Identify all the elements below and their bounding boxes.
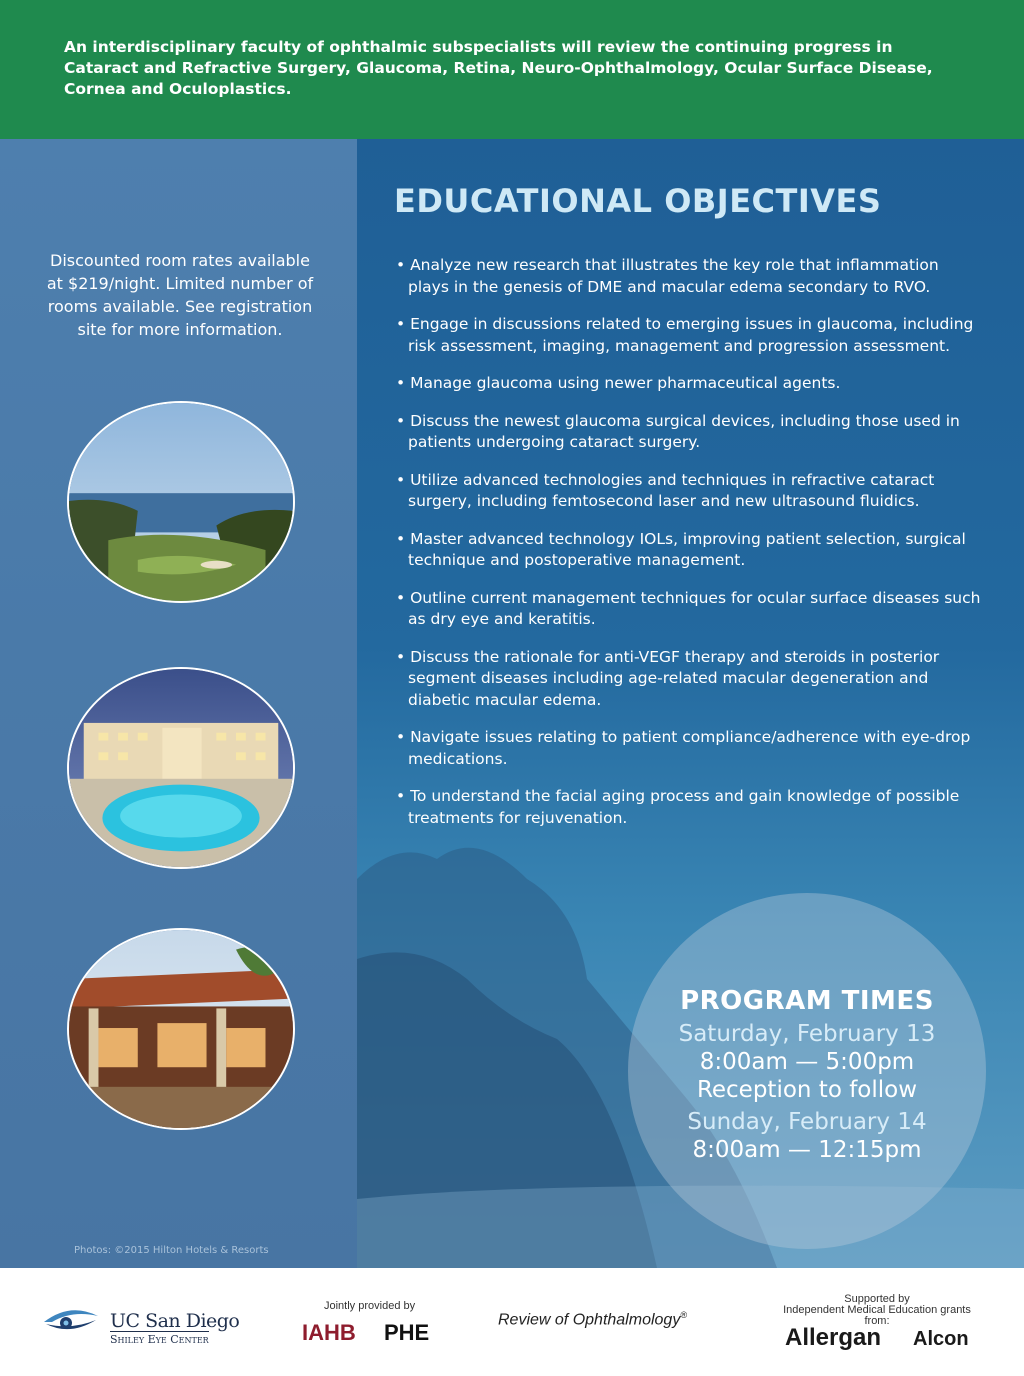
program-title: PROGRAM TIMES: [680, 986, 934, 1016]
intro-text: An interdisciplinary faculty of ophthalmic subspecialists will review the continuing progress in Cataract and Refractive Surgery, Glaucoma, Retina, Neuro-Ophthalmology, Ocular Surface Disease, Cornea and Oculoplastics.: [64, 38, 933, 98]
iahb-logo: IAHB: [302, 1320, 356, 1345]
objective-item: • Analyze new research that illustrates the key role that inflammation plays in the genesis of DME and macular edema secondary to RVO.: [394, 255, 984, 298]
supported-line-1: Supported by: [844, 1293, 910, 1305]
review-name: Review of Ophthalmology: [498, 1311, 681, 1329]
main-content: [357, 139, 1024, 1268]
objectives-title: EDUCATIONAL OBJECTIVES: [394, 182, 882, 220]
program-day-2-time: 8:00am — 12:15pm: [692, 1137, 922, 1163]
program-day-1: Saturday, February 13: [678, 1021, 936, 1047]
supported-by-label: [774, 1294, 980, 1327]
program-day-1-note: Reception to follow: [696, 1077, 918, 1103]
program-day-1-time: 8:00am — 5:00pm: [699, 1049, 915, 1075]
ucsd-name: UC San Diego: [110, 1310, 240, 1332]
program-times-circle: [628, 893, 986, 1249]
alcon-logo: Alcon: [913, 1328, 969, 1350]
golf-course-photo: [67, 401, 295, 603]
objective-item: • Discuss the newest glaucoma surgical devices, including those used in patients undergoing cataract surgery.: [394, 411, 984, 454]
objective-item: • Outline current management techniques for ocular surface diseases such as dry eye and keratitis.: [394, 588, 984, 631]
objective-item: • To understand the facial aging process and gain knowledge of possible treatments for rejuvenation.: [394, 786, 984, 829]
lobby-photo: [67, 928, 295, 1130]
left-sidebar: [0, 139, 357, 1268]
allergan-logo: Allergan: [785, 1324, 882, 1351]
objectives-list: [394, 255, 984, 845]
pool-photo: [67, 667, 295, 869]
review-of-ophthalmology-logo: [498, 1310, 687, 1329]
registered-mark: ®: [680, 1310, 687, 1320]
ucsd-subtitle: Shiley Eye Center: [110, 1333, 209, 1346]
jointly-provided-label: Jointly provided by: [324, 1300, 416, 1312]
phe-logo: PHE: [384, 1320, 430, 1345]
objective-item: • Discuss the rationale for anti-VEGF therapy and steroids in posterior segment diseases including age-related macular degeneration and diabetic macular edema.: [394, 647, 984, 712]
objective-item: • Utilize advanced technologies and techniques in refractive cataract surgery, including femtosecond laser and new ultrasound fluidics.: [394, 470, 984, 513]
supported-line-2: Independent Medical Education grants from:: [783, 1304, 971, 1327]
photo-credit: Photos: ©2015 Hilton Hotels & Resorts: [74, 1245, 269, 1256]
intro-banner: [0, 0, 1024, 139]
eye-logo-icon: [42, 1306, 100, 1336]
program-day-2: Sunday, February 14: [687, 1109, 927, 1135]
sponsor-footer: [0, 1268, 1024, 1376]
objective-item: • Master advanced technology IOLs, improving patient selection, surgical technique and postoperative management.: [394, 529, 984, 572]
objective-item: • Engage in discussions related to emerging issues in glaucoma, including risk assessment, imaging, management and progression assessment.: [394, 314, 984, 357]
room-rates-text: Discounted room rates available at $219/night. Limited number of rooms available. See registration site for more information.: [46, 251, 314, 339]
objective-item: • Navigate issues relating to patient compliance/adherence with eye-drop medications.: [394, 727, 984, 770]
objective-item: • Manage glaucoma using newer pharmaceutical agents.: [394, 373, 984, 395]
